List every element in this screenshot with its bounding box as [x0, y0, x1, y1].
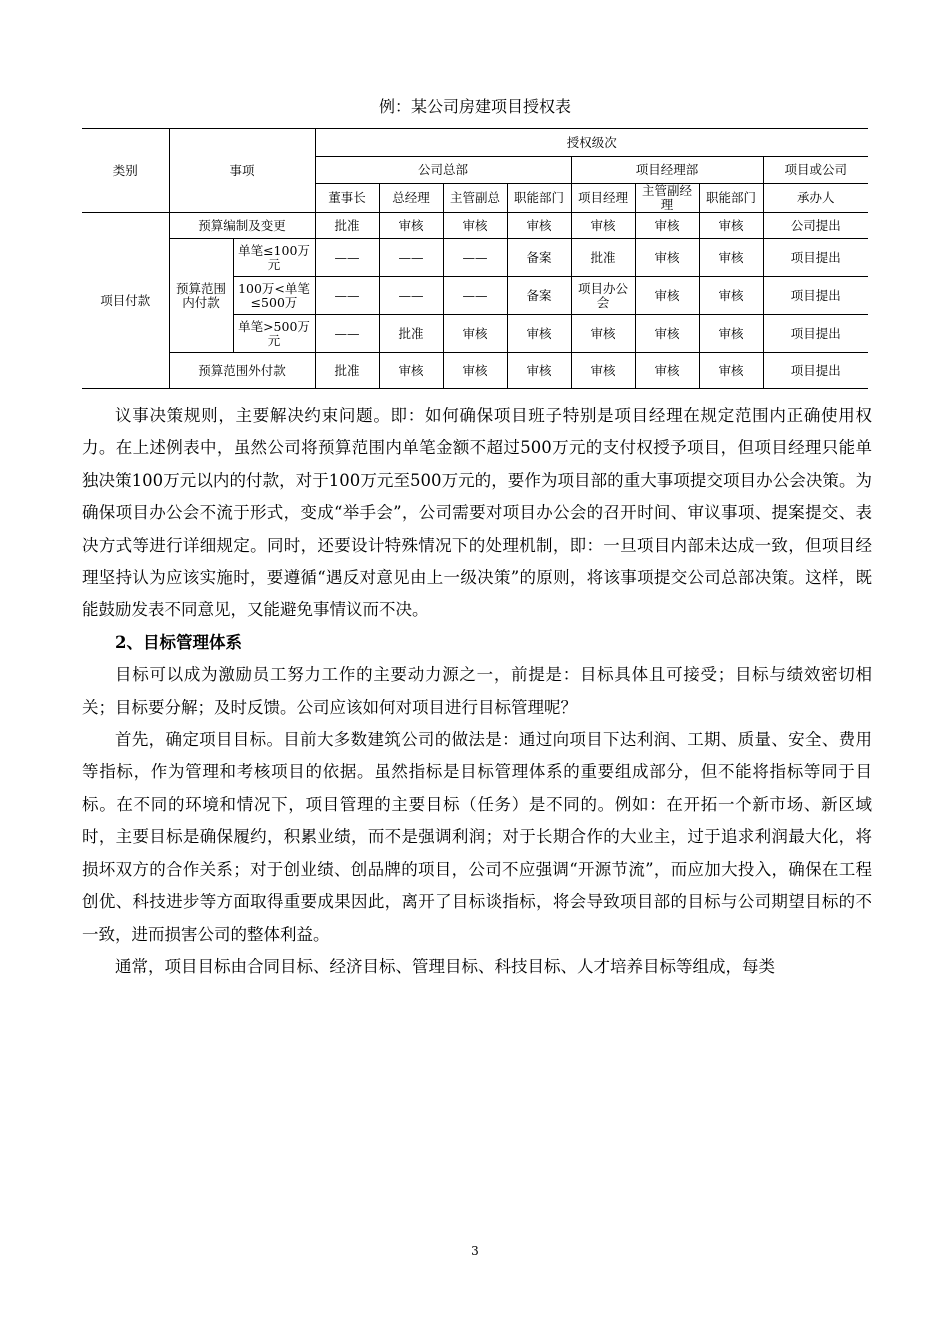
table-cell: —— — [443, 239, 507, 277]
group-project-dept: 项目经理部 — [571, 157, 763, 184]
table-cell: 审核 — [635, 213, 699, 239]
in-budget-label: 预算范围内付款 — [169, 239, 233, 353]
table-cell: —— — [379, 239, 443, 277]
header-category: 类别 — [82, 129, 169, 213]
table-cell: —— — [315, 277, 379, 315]
table-cell: 审核 — [699, 277, 763, 315]
row-label: 预算范围外付款 — [169, 353, 315, 389]
paragraph: 首先，确定项目目标。目前大多数建筑公司的做法是：通过向项目下达利润、工期、质量、安全、费用等指标，作为管理和考核项目的依据。虽然指标是目标管理体系的重要组成部分，但不能将指标等同于目标。在不同的环境和情况下，项目管理的主要目标（任务）是不同的。例如：在开拓一个新市场、新区域时，主要目标是确保履约，积累业绩，而不是强调利润；对于长期合作的大业主，过于追求利润最大化，将损坏双方的合作关系；对于创业绩、创品牌的项目，公司不应强调“开源节流”，而应加大投入，确保在工程创优、科技进步等方面取得重要成果因此，离开了目标谈指标，将会导致项目部的目标与公司期望目标的不一致，进而损害公司的整体利益。 — [82, 730, 872, 944]
paragraph: 通常，项目目标由合同目标、经济目标、管理目标、科技目标、人才培养目标等组成，每类 — [115, 956, 775, 976]
table-cell: 审核 — [379, 353, 443, 389]
table-cell: 审核 — [379, 213, 443, 239]
table-cell: 审核 — [571, 315, 635, 353]
table-cell: 批准 — [315, 213, 379, 239]
table-cell: 项目提出 — [763, 277, 868, 315]
table-cell: 审核 — [507, 213, 571, 239]
table-cell: 批准 — [571, 239, 635, 277]
table-cell: 备案 — [507, 239, 571, 277]
table-cell: 项目提出 — [763, 239, 868, 277]
table-cell: 审核 — [571, 353, 635, 389]
table-cell: 公司提出 — [763, 213, 868, 239]
table-cell: 项目提出 — [763, 353, 868, 389]
table-cell: 审核 — [699, 353, 763, 389]
table-cell: 审核 — [443, 315, 507, 353]
role-functional: 职能部门 — [507, 184, 571, 213]
table-caption: 例：某公司房建项目授权表 — [378, 97, 571, 116]
group-project-or-company: 项目或公司 — [763, 157, 868, 184]
paragraph: 议事决策规则，主要解决约束问题。即：如何确保项目班子特别是项目经理在规定范围内正确使用权力。在上述例表中，虽然公司将预算范围内单笔金额不超过500万元的支付权授予项目，但项目经理只能单独决策100万元以内的付款，对于100万元至500万元的，要作为项目部的重大事项提交项目办公会决策。为确保项目办公会不流于形式，变成“举手会”，公司需要对项目办公会的召开时间、审议事项、提案提交、表决方式等进行详细规定。同时，还要设计特殊情况下的处理机制，即：一旦项目内部未达成一致，但项目经理坚持认为应该实施时，要遵循“遇反对意见由上一级决策”的原则，将该事项提交公司总部决策。这样，既能鼓励发表不同意见，又能避免事情议而不决。 — [82, 406, 872, 620]
authorization-table — [82, 128, 868, 389]
table-cell: 审核 — [507, 353, 571, 389]
row-label: 预算编制及变更 — [169, 213, 315, 239]
table-cell: 备案 — [507, 277, 571, 315]
role-pm: 项目经理 — [571, 184, 635, 213]
role-chairman: 董事长 — [315, 184, 379, 213]
table-cell: —— — [315, 315, 379, 353]
sub-label: 单笔≤100万元 — [233, 239, 315, 277]
role-gm: 总经理 — [379, 184, 443, 213]
table-cell: 审核 — [635, 239, 699, 277]
table-cell: 审核 — [699, 315, 763, 353]
header-item: 事项 — [169, 129, 315, 213]
sub-label: 100万<单笔≤500万 — [233, 277, 315, 315]
role-deputy-pm: 主管副经理 — [635, 184, 699, 213]
role-pm-functional: 职能部门 — [699, 184, 763, 213]
table-cell: 审核 — [635, 315, 699, 353]
page-number: 3 — [471, 1244, 479, 1258]
table-cell: 项目办公会 — [571, 277, 635, 315]
table-cell: 审核 — [699, 239, 763, 277]
table-cell: 审核 — [635, 277, 699, 315]
table-cell: 批准 — [315, 353, 379, 389]
table-cell: 审核 — [699, 213, 763, 239]
table-cell: —— — [379, 277, 443, 315]
section-heading: 2、目标管理体系 — [115, 632, 242, 652]
category-payment: 项目付款 — [82, 213, 169, 389]
sub-label: 单笔>500万元 — [233, 315, 315, 353]
table-cell: 审核 — [635, 353, 699, 389]
table-cell: 项目提出 — [763, 315, 868, 353]
body-text — [82, 400, 872, 983]
table-cell: —— — [315, 239, 379, 277]
table-cell: 批准 — [379, 315, 443, 353]
paragraph: 目标可以成为激励员工努力工作的主要动力源之一，前提是：目标具体且可接受；目标与绩效密切相关；目标要分解；及时反馈。公司应该如何对项目进行目标管理呢？ — [82, 665, 872, 717]
table-cell: —— — [443, 277, 507, 315]
table-cell: 审核 — [571, 213, 635, 239]
table-cell: 审核 — [507, 315, 571, 353]
role-handler: 承办人 — [763, 184, 868, 213]
table-cell: 审核 — [443, 353, 507, 389]
group-hq: 公司总部 — [315, 157, 571, 184]
table-cell: 审核 — [443, 213, 507, 239]
header-levels: 授权级次 — [315, 129, 868, 157]
role-deputy: 主管副总 — [443, 184, 507, 213]
